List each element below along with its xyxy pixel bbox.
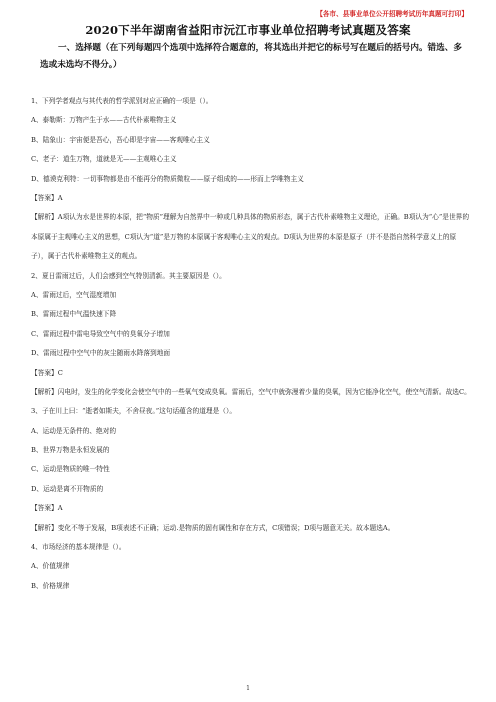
question-2-option-a: A、雷雨过后，空气湿度增加 <box>31 290 117 299</box>
question-3-option-a: A、运动是无条件的、绝对的 <box>31 426 117 435</box>
question-1-option-b: B、陆象山：宇宙便是吾心，吾心即是宇宙——客观唯心主义 <box>31 135 210 144</box>
question-2-answer: 【答案】C <box>31 368 63 377</box>
question-3-option-b: B、世界万物是永恒发展的 <box>31 446 110 455</box>
question-4-option-a: A、价值规律 <box>31 562 70 571</box>
questions-body <box>31 92 471 596</box>
question-1-option-d: D、德谟克利特：一切事物都是由不能再分的物质微粒——原子组成的——形而上学唯物主义 <box>31 174 304 183</box>
question-2-option-c: C、雷雨过程中雷电导致空气中的臭氧分子增加 <box>31 329 170 338</box>
question-3-answer: 【答案】A <box>31 504 63 513</box>
question-2-stem: 2、夏日雷雨过后，人们会感到空气特别清新。其主要原因是（）。 <box>31 271 226 280</box>
question-1-option-c: C、老子：道生万物，道就是无——主观唯心主义 <box>31 155 177 164</box>
question-2-analysis: 【解析】闪电时，发生的化学变化会使空气中的一些氧气变成臭氧。雷雨后，空气中就弥漫着少量的臭氧，因为它能净化空气，使空气清新。故选C。 <box>31 387 471 396</box>
question-1-stem: 1、下列学者观点与其代表的哲学派别对应正确的一项是（）。 <box>31 97 213 105</box>
question-1-analysis: 【解析】A项认为水是世界的本原，把“物质”理解为自然界中一种或几种具体的物质形态，属于古代朴素唯物主义理论，正确。B项认为“心”是世界的本原属于主观唯心主义的思想，C项认为“道”是万物的本原属于客观唯心主义的观点。D项认为世界的本原是原子（并不是指自然科学意义上的原子），属于古代朴素唯物主义的观点。 <box>31 213 470 261</box>
question-1-option-a: A、泰勒斯：万物产生于水——古代朴素唯物主义 <box>31 116 177 125</box>
document-title: 2020下半年湖南省益阳市沅江市事业单位招聘考试真题及答案 <box>85 23 411 37</box>
question-3-option-c: C、运动是物质的唯一特性 <box>31 465 110 474</box>
question-2-option-d: D、雷雨过程中空气中的灰尘随雨水降落到地面 <box>31 349 171 358</box>
question-3-option-d: D、运动是离不开物质的 <box>31 484 104 493</box>
banner-text: 【各市、县事业单位公开招聘考试历年真题可打印】 <box>316 10 468 18</box>
question-1-answer: 【答案】A <box>31 193 63 202</box>
section-heading: 一、选择题（在下列每题四个选项中选择符合题意的，将其选出并把它的标号写在题后的括号内。错选、多选或未选均不得分。） <box>40 43 462 70</box>
question-3-analysis: 【解析】变化不等于发展，B项表述不正确；运动.是物质的固有属性和存在方式，C项错误；D项与题意无关。故本题选A。 <box>31 523 395 532</box>
question-4-stem: 4、市场经济的基本规律是（）。 <box>31 543 126 552</box>
question-2-option-b: B、雷雨过程中气温快速下降 <box>31 310 117 319</box>
question-4-option-b: B、价格规律 <box>31 581 70 590</box>
page-number: 1 <box>246 685 250 692</box>
question-3-stem: 3、子在川上曰：“逝者如斯夫，不舍昼夜。”这句话蕴含的道理是（）。 <box>31 407 237 416</box>
